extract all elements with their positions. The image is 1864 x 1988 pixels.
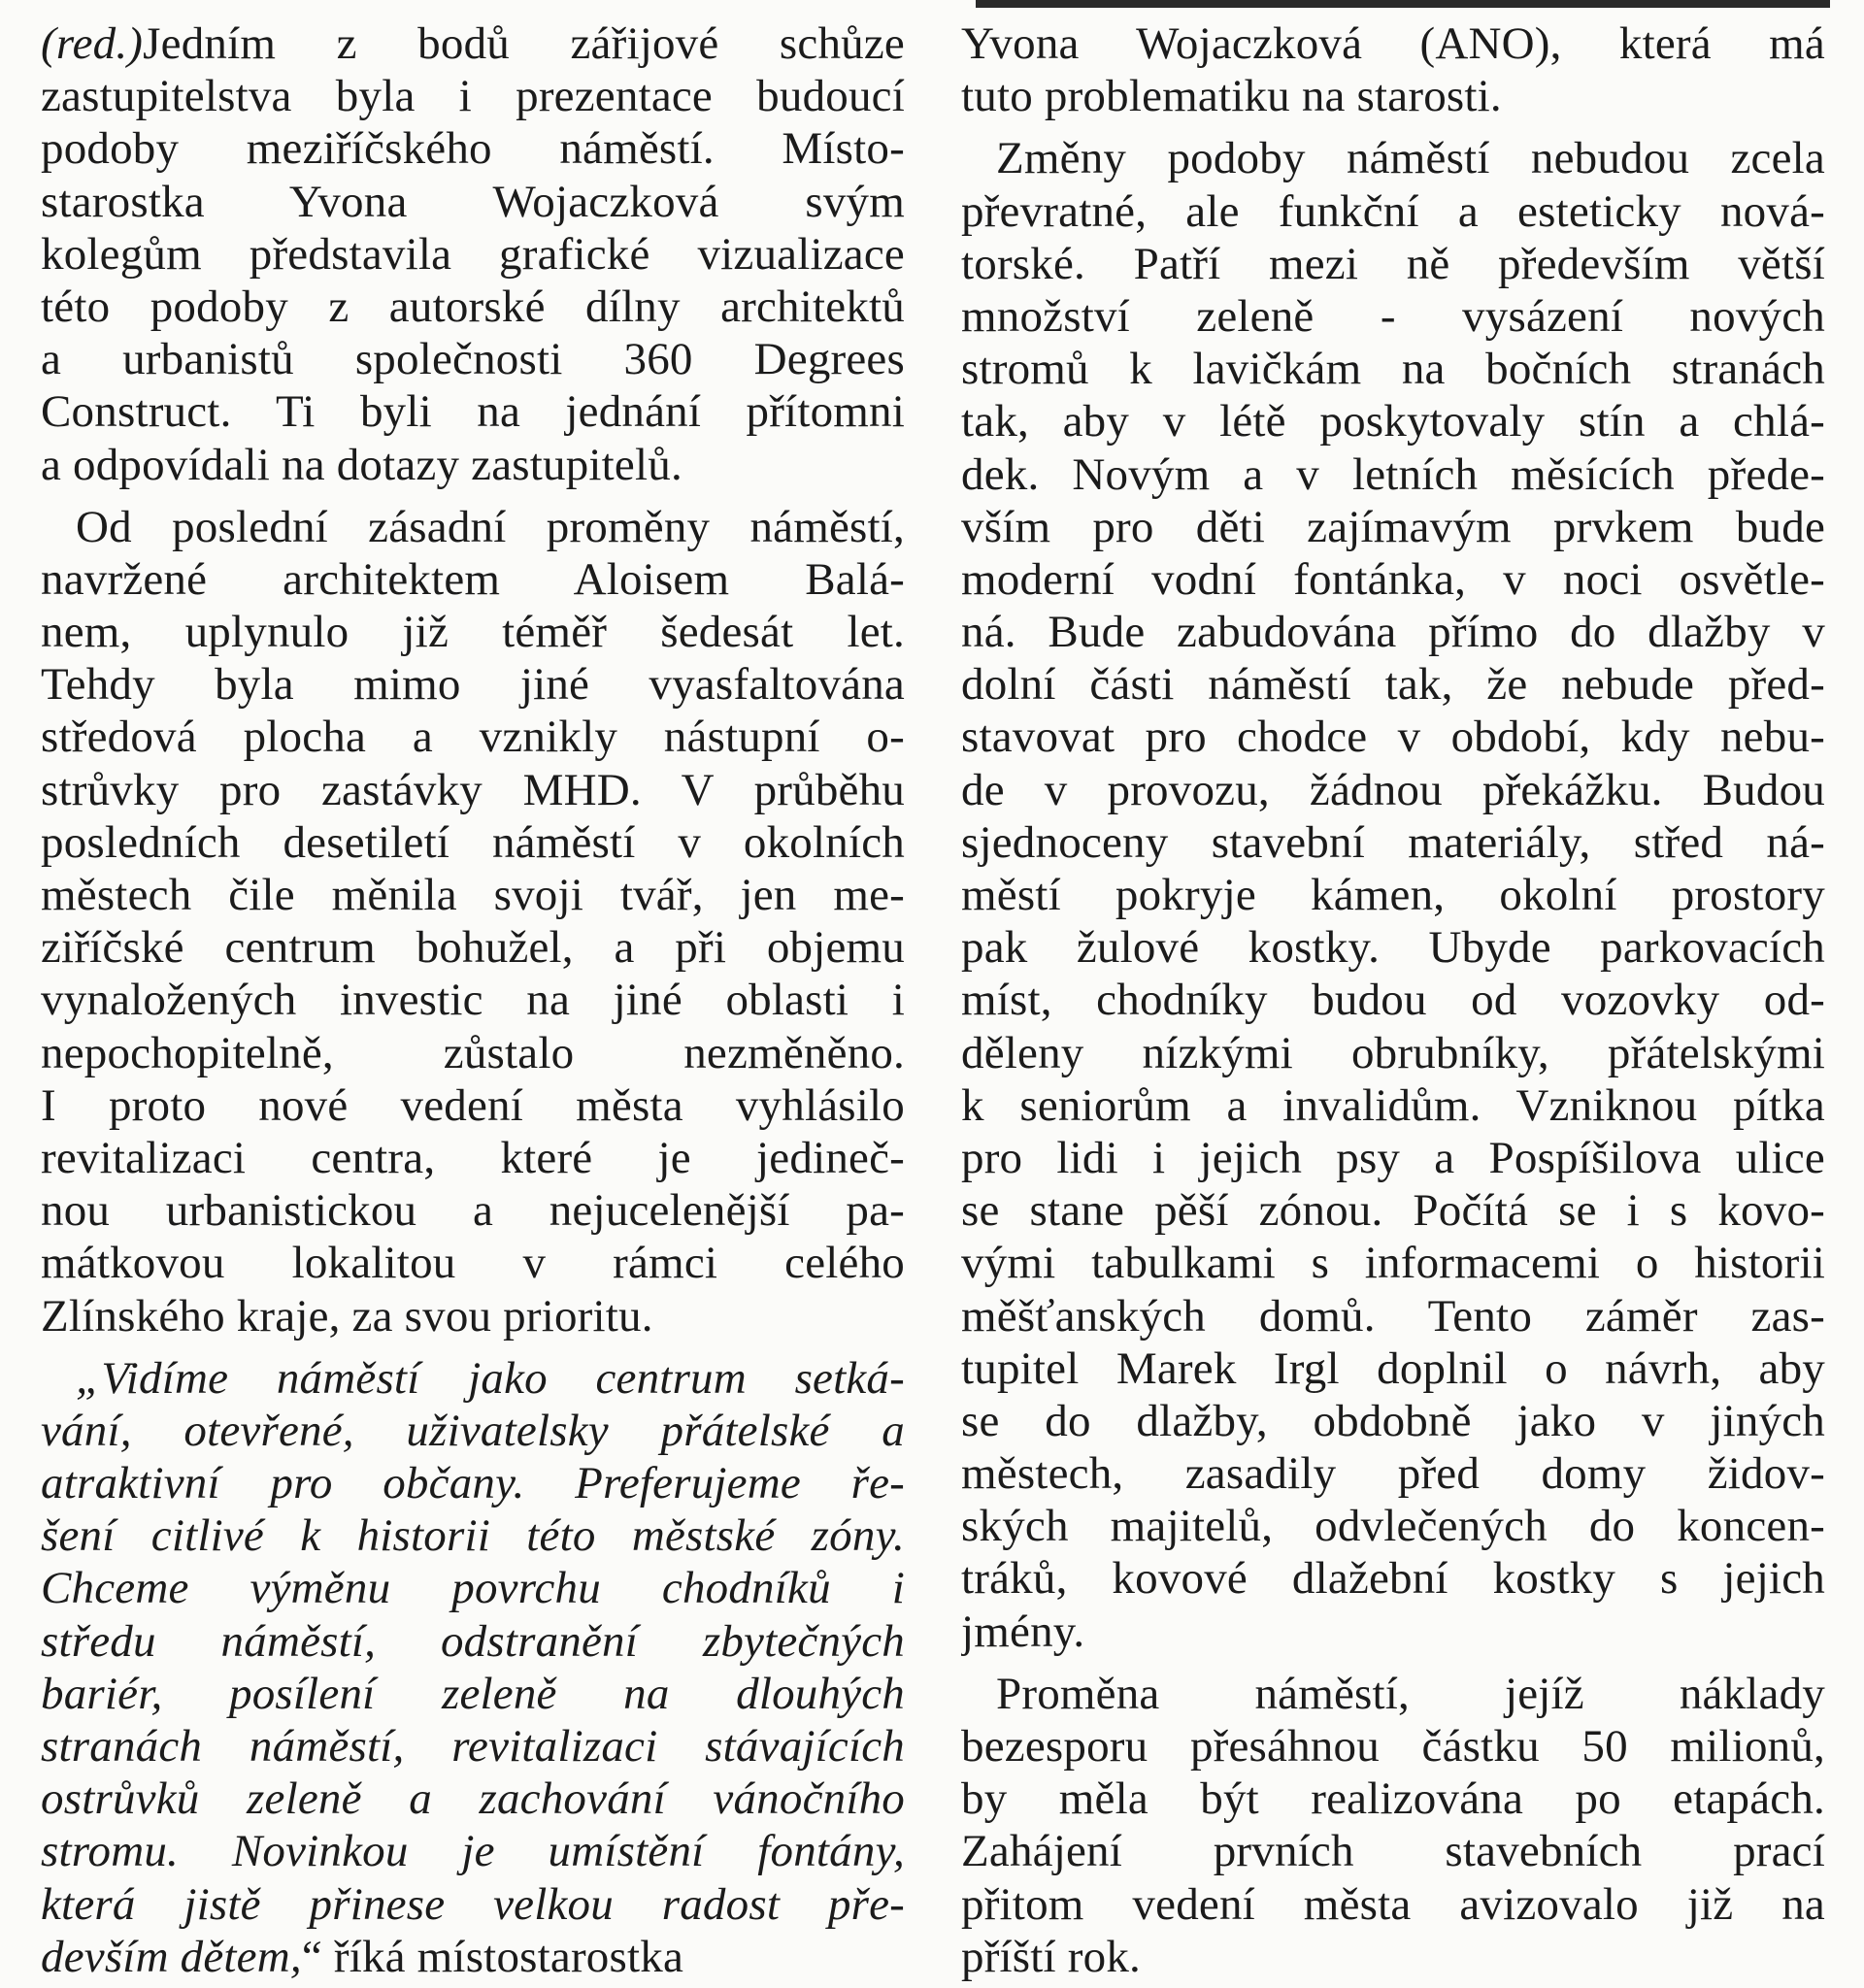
text-line <box>961 1500 1825 1552</box>
text-run: městech, zasadily před domy židov- <box>961 1448 1825 1500</box>
text-line <box>961 290 1825 343</box>
text-line <box>961 816 1825 869</box>
text-run: a urbanistů společnosti 360 Degrees <box>41 334 905 385</box>
text-run: revitalizaci centra, které je jedineč- <box>41 1132 905 1183</box>
text-run: Jedním z bodů zářijové schůze <box>143 18 905 69</box>
text-line <box>41 553 905 606</box>
paragraph-quote-attribution <box>961 17 1825 122</box>
italic-text: „Vidíme náměstí jako centrum setká- <box>76 1352 905 1404</box>
text-line <box>41 17 905 70</box>
text-line <box>41 816 905 869</box>
text-line <box>961 764 1825 816</box>
text-run: a odpovídali na dotazy zastupitelů. <box>41 439 682 490</box>
text-line <box>961 1184 1825 1237</box>
text-run: ziříčské centrum bohužel, a při objemu <box>41 922 905 974</box>
italic-text: (red.) <box>41 18 144 69</box>
text-run: se stane pěší zónou. Počítá se i s kovo- <box>961 1185 1825 1237</box>
italic-text: ostrůvků zeleně a zachování vánočního <box>41 1773 905 1825</box>
text-run: děleny nízkými obrubníky, přátelskými <box>961 1027 1825 1078</box>
italic-text: stranách náměstí, revitalizaci stávajících <box>41 1721 905 1772</box>
text-line <box>961 1290 1825 1342</box>
text-line <box>961 132 1825 184</box>
italic-text: vání, otevřené, uživatelsky přátelské a <box>41 1405 905 1456</box>
text-line <box>41 1290 905 1342</box>
italic-text: která jistě přinese velkou radost pře- <box>41 1878 905 1930</box>
paragraph-intro <box>41 17 905 491</box>
text-line <box>961 553 1825 606</box>
text-line <box>41 658 905 711</box>
text-line <box>961 17 1825 70</box>
text-line <box>41 1562 905 1614</box>
text-run: této podoby z autorské dílny architektů <box>41 281 905 332</box>
text-run: stromů k lavičkám na bočních stranách <box>961 344 1825 395</box>
text-line <box>41 869 905 921</box>
text-run: Proměna náměstí, jejíž náklady <box>996 1668 1825 1719</box>
text-line <box>961 1132 1825 1184</box>
text-line <box>41 1027 905 1079</box>
text-run: vynaložených investic na jiné oblasti i <box>41 975 905 1026</box>
text-line <box>41 1668 905 1720</box>
paragraph-quote <box>41 1352 905 1983</box>
text-run: moderní vodní fontánka, v noci osvětle- <box>961 553 1825 605</box>
text-run: nepochopitelně, zůstalo nezměněno. <box>41 1027 905 1078</box>
text-run: pro lidi i jejich psy a Pospíšilova ulice <box>961 1132 1825 1183</box>
text-line <box>961 1342 1825 1395</box>
text-line <box>961 869 1825 921</box>
text-line <box>41 1457 905 1509</box>
text-run: měšťanských domů. Tento záměr zas- <box>961 1290 1825 1342</box>
text-run: městech čile měnila svoji tvář, jen me- <box>41 870 905 920</box>
italic-text: devším dětem, <box>41 1931 302 1982</box>
text-line <box>961 1931 1825 1983</box>
text-run: zastupitelstva byla i prezentace budoucí <box>41 71 905 122</box>
text-run: množství zeleně - vysázení nových <box>961 290 1825 342</box>
text-run: ná. Bude zabudována přímo do dlažby v <box>961 607 1825 658</box>
text-line <box>961 1079 1825 1132</box>
text-run: městí pokryje kámen, okolní prostory <box>961 870 1825 920</box>
text-line <box>41 1615 905 1668</box>
text-line <box>961 1552 1825 1605</box>
text-line <box>961 974 1825 1026</box>
text-line <box>961 1878 1825 1931</box>
text-run: “ říká místostarostka <box>301 1931 684 1982</box>
text-line <box>41 1184 905 1237</box>
italic-text: stromu. Novinkou je umístění fontány, <box>41 1826 905 1877</box>
text-line <box>961 1825 1825 1877</box>
text-run: tuto problematiku na starosti. <box>961 71 1502 122</box>
text-line <box>41 1931 905 1983</box>
text-run: stavovat pro chodce v období, kdy nebu- <box>961 712 1825 763</box>
text-line <box>961 1606 1825 1658</box>
text-run: se do dlažby, obdobně jako v jiných <box>961 1395 1825 1446</box>
text-run: pak žulové kostky. Ubyde parkovacích <box>961 922 1825 974</box>
text-run: jmény. <box>961 1606 1085 1657</box>
italic-text: bariér, posílení zeleně na dlouhých <box>41 1668 905 1719</box>
paragraph-changes <box>961 132 1825 1657</box>
text-run: tak, aby v létě poskytovaly stín a chlá- <box>961 396 1825 447</box>
text-line <box>961 1773 1825 1825</box>
text-line <box>41 1878 905 1931</box>
text-line <box>41 1825 905 1877</box>
text-line <box>961 1395 1825 1447</box>
text-line <box>961 1668 1825 1720</box>
text-run: de v provozu, žádnou překážku. Budou <box>961 764 1825 815</box>
text-line <box>961 711 1825 763</box>
text-line <box>41 385 905 438</box>
text-run: příští rok. <box>961 1931 1141 1982</box>
text-run: podoby meziříčského náměstí. Místo- <box>41 123 905 175</box>
text-line <box>961 70 1825 122</box>
text-run: bezesporu přesáhnou částku 50 milionů, <box>961 1721 1825 1772</box>
text-run: Construct. Ti byli na jednání přítomni <box>41 386 905 438</box>
text-line <box>961 1027 1825 1079</box>
text-run: Tehdy byla mimo jiné vyasfaltována <box>41 659 905 711</box>
text-line <box>41 1405 905 1457</box>
text-run: Od poslední zásadní proměny náměstí, <box>76 501 905 552</box>
text-run: posledních desetiletí náměstí v okolních <box>41 816 905 868</box>
text-line <box>961 238 1825 290</box>
text-line <box>41 70 905 122</box>
text-line <box>41 606 905 658</box>
text-line <box>961 1237 1825 1289</box>
text-line <box>41 439 905 491</box>
article-column-left <box>41 17 905 1983</box>
italic-text: atraktivní pro občany. Preferujeme ře- <box>41 1458 905 1509</box>
text-line <box>41 1132 905 1184</box>
text-run: ských majitelů, odvlečených do koncen- <box>961 1501 1825 1552</box>
paragraph-history <box>41 501 905 1342</box>
text-line <box>41 501 905 553</box>
top-column-rule <box>976 0 1830 8</box>
text-run: vším pro děti zajímavým prvkem bude <box>961 501 1825 552</box>
text-run: Yvona Wojaczková (ANO), která má <box>961 18 1825 69</box>
paragraph-costs <box>961 1668 1825 1983</box>
text-line <box>961 1447 1825 1500</box>
text-run: přitom vedení města avizovalo již na <box>961 1878 1825 1930</box>
text-line <box>961 343 1825 395</box>
italic-text: Chceme výměnu povrchu chodníků i <box>41 1563 905 1614</box>
text-run: tupitel Marek Irgl doplnil o návrh, aby <box>961 1342 1825 1394</box>
text-line <box>961 921 1825 974</box>
text-line <box>961 658 1825 711</box>
italic-text: šení citlivé k historii této městské zóny. <box>41 1510 905 1562</box>
text-line <box>41 281 905 333</box>
text-run: Zlínského kraje, za svou prioritu. <box>41 1290 653 1342</box>
text-run: nem, uplynulo již téměř šedesát let. <box>41 607 905 658</box>
text-run: míst, chodníky budou od vozovky od- <box>961 975 1825 1026</box>
text-line <box>41 122 905 175</box>
text-run: středová plocha a vznikly nástupní o- <box>41 712 905 763</box>
text-run: Zahájení prvních stavebních prací <box>961 1826 1825 1877</box>
text-line <box>41 974 905 1026</box>
text-line <box>961 1720 1825 1773</box>
text-run: Změny podoby náměstí nebudou zcela <box>996 133 1825 184</box>
text-run: torské. Patří mezi ně především větší <box>961 238 1825 289</box>
text-line <box>961 448 1825 501</box>
text-line <box>41 1237 905 1289</box>
text-run: by měla být realizována po etapách. <box>961 1773 1825 1825</box>
text-run: I proto nové vedení města vyhlásilo <box>41 1079 905 1131</box>
text-line <box>41 228 905 281</box>
text-line <box>961 501 1825 553</box>
text-line <box>41 1079 905 1132</box>
text-line <box>961 395 1825 447</box>
text-line <box>41 1773 905 1825</box>
text-line <box>41 711 905 763</box>
text-line <box>961 185 1825 238</box>
text-line <box>961 606 1825 658</box>
text-run: dolní části náměstí tak, že nebude před- <box>961 659 1825 711</box>
text-run: starostka Yvona Wojaczková svým <box>41 176 905 227</box>
text-run: sjednoceny stavební materiály, střed ná- <box>961 816 1825 868</box>
italic-text: středu náměstí, odstranění zbytečných <box>41 1615 905 1667</box>
text-line <box>41 764 905 816</box>
text-line <box>41 176 905 228</box>
text-line <box>41 333 905 385</box>
text-line <box>41 921 905 974</box>
text-line <box>41 1352 905 1405</box>
text-run: tráků, kovové dlažební kostky s jejich <box>961 1553 1825 1605</box>
text-run: dek. Novým a v letních měsících přede- <box>961 448 1825 500</box>
text-run: vými tabulkami s informacemi o historii <box>961 1238 1825 1289</box>
article-column-right <box>961 17 1825 1983</box>
text-run: mátkovou lokalitou v rámci celého <box>41 1238 905 1289</box>
text-run: převratné, ale funkční a esteticky nová- <box>961 185 1825 237</box>
text-run: navržené architektem Aloisem Balá- <box>41 553 905 605</box>
text-run: kolegům představila grafické vizualizace <box>41 228 905 280</box>
text-run: nou urbanistickou a nejucelenější pa- <box>41 1185 905 1237</box>
text-line <box>41 1720 905 1773</box>
text-run: k seniorům a invalidům. Vzniknou pítka <box>961 1079 1825 1131</box>
text-run: strůvky pro zastávky MHD. V průběhu <box>41 764 905 815</box>
text-line <box>41 1509 905 1562</box>
